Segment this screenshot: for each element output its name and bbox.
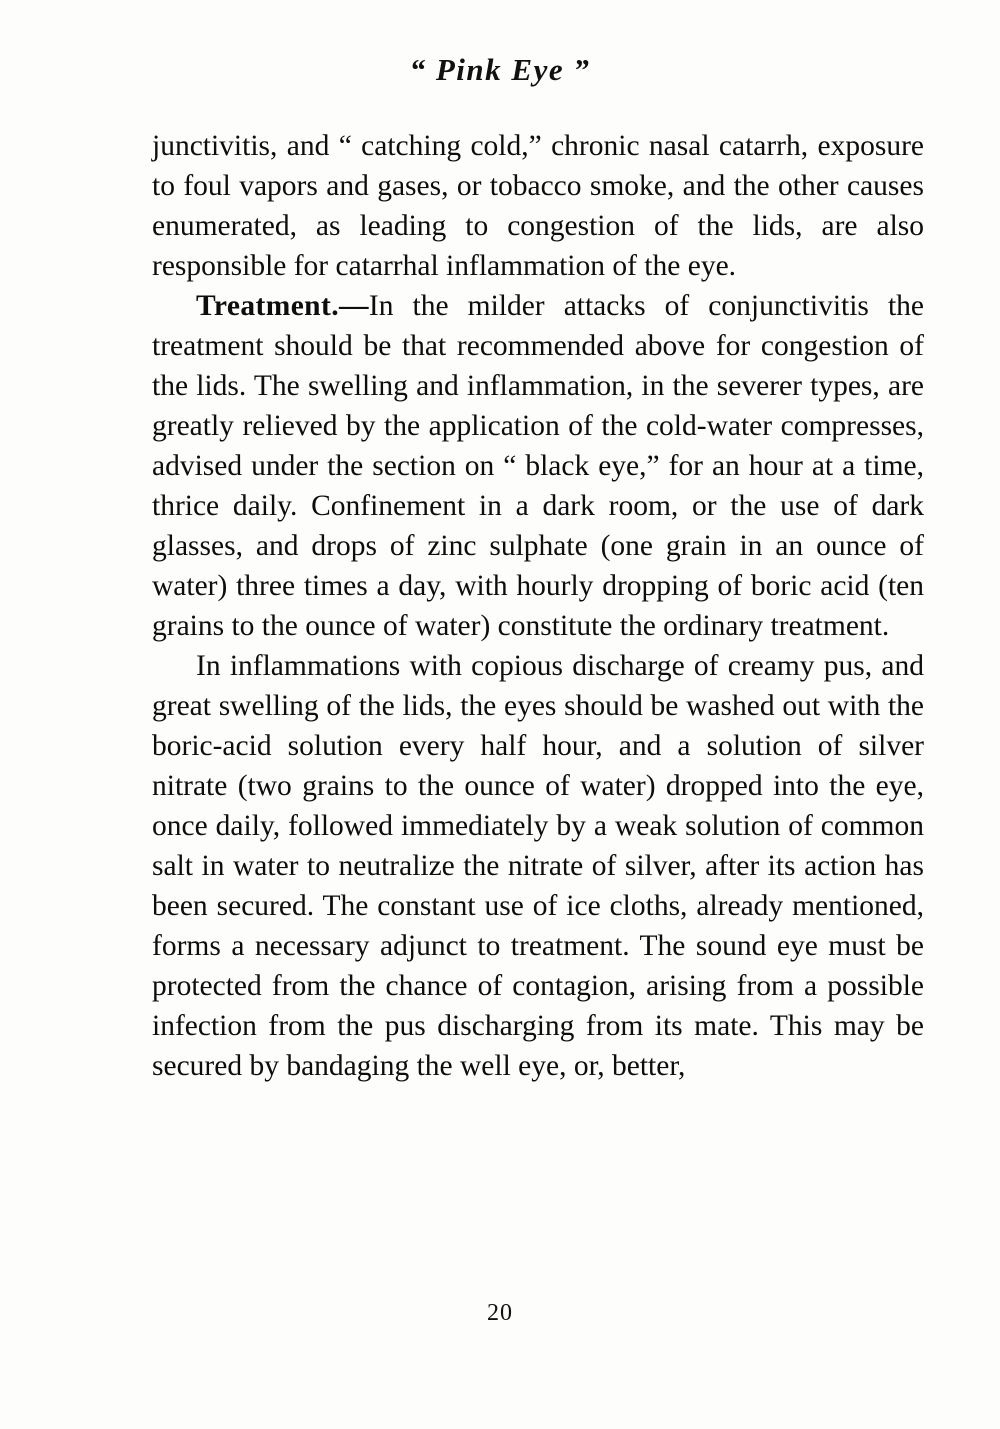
paragraph <box>152 286 924 646</box>
paragraph-text: In inflammations with copious discharge of creamy pus, and great swelling of the lids, the eyes should be washed out with the boric-acid solution every half hour, and a solution of silver nitrate (two grains to the ounce of water) dropped into the eye, once daily, followed immediately by a weak solution of common salt in water to neutralize the nitrate of silver, after its action has been secured. The constant use of ice cloths, already mentioned, forms a necessary adjunct to treatment. The sound eye must be protected from the chance of contagion, arising from a possible infection from the pus discharging from its mate. This may be secured by bandaging the well eye, or, better, <box>152 650 924 1082</box>
run-in-heading-treatment: Treatment.— <box>196 290 369 322</box>
paragraph-text: junctivitis, and “ catching cold,” chronic nasal catarrh, exposure to foul vapors and gases, or tobacco smoke, and the other causes enumerated, as leading to congestion of the lids, are also responsible for catarrhal inflammation of the eye. <box>152 130 924 282</box>
paragraph-text: In the milder attacks of conjunctivitis the treatment should be that recommended above for congestion of the lids. The swelling and inflammation, in the severer types, are greatly relieved by the application of the cold-water compresses, advised under the section on “ black eye,” for an hour at a time, thrice daily. Confinement in a dark room, or the use of dark glasses, and drops of zinc sulphate (one grain in an ounce of water) three times a day, with hourly dropping of boric acid (ten grains to the ounce of water) constitute the ordinary treatment. <box>152 290 924 642</box>
paragraph <box>152 126 924 286</box>
paragraph <box>152 646 924 1086</box>
page-number: 20 <box>487 1300 513 1326</box>
body-text <box>152 126 924 1086</box>
running-head: “ Pink Eye ” <box>409 52 591 87</box>
